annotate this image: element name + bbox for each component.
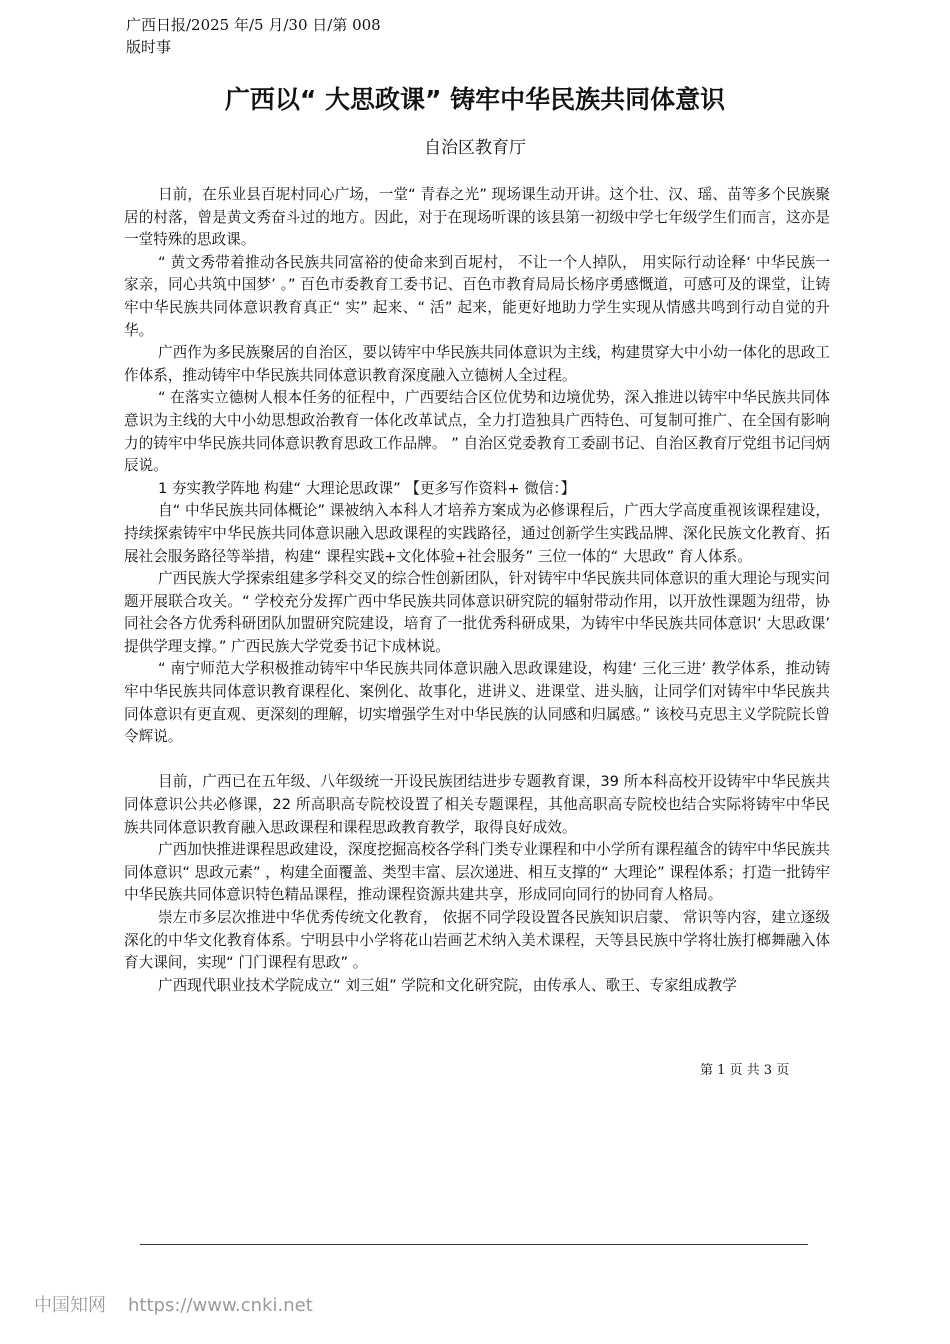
paragraph: 广西加快推进课程思政建设，深度挖掘高校各学科门类专业课程和中小学所有课程蕴含的铸牢中华民族共同体意识“ 思政元素” ，构建全面覆盖、类型丰富、层次递进、相互支撑的“ 大理论” 课程体系；打造一批铸牢中华民族共同体意识特色精品课程，推动课程资源共建共享，形成同向同行的协同育人格局。 — [124, 841, 830, 904]
footer-divider — [140, 1244, 808, 1245]
paragraph: 崇左市多层次推进中华优秀传统文化教育， 依据不同学段设置各民族知识启蒙、 常识等内容，建立逐级深化的中华文化教育体系。宁明县中小学将花山岩画艺术纳入美术课程，天等县民族中学将壮族打榔舞融入体育大课间，实现“ 门门课程有思政” 。 — [124, 909, 830, 972]
cnki-url[interactable]: https://www.cnki.net — [128, 1295, 313, 1316]
paragraph: 广西民族大学探索组建多学科交叉的综合性创新团队，针对铸牢中华民族共同体意识的重大理论与现实问题开展联合攻关。“ 学校充分发挥广西中华民族共同体意识研究院的辐射带动作用，以开放性课题为纽带，协同社会各方优秀科研团队加盟研究院建设，培育了一批优秀科研成果，为铸牢中华民族共同体意识‘ 大思政课’ 提供学理支撑。” 广西民族大学党委书记卞成林说。 — [124, 570, 830, 655]
paragraph: “ 黄文秀带着推动各民族共同富裕的使命来到百坭村， 不让一个人掉队， 用实际行动诠释‘ 中华民族一家亲，同心共筑中国梦’ 。” 百色市委教育工委书记、百色市教育局局长杨序勇感慨道，可感可及的课堂，让铸牢中华民族共同体意识教育真正“ 实” 起来、“ 活” 起来，能更好地助力学生实现从情感共鸣到行动自觉的升华。 — [124, 253, 830, 339]
source-line-1: 广西日报/2025 年/5 月/30 日/第 008 — [126, 16, 381, 34]
paragraph: 日前，在乐业县百坭村同心广场，一堂“ 青春之光” 现场课生动开讲。这个壮、汉、瑶、苗等多个民族聚居的村落，曾是黄文秀奋斗过的地方。因此，对于在现场听课的该县第一初级中学七年级学生们而言，这亦是一堂特殊的思政课。 — [124, 186, 830, 249]
paragraph: 自“ 中华民族共同体概论” 课被纳入本科人才培养方案成为必修课程后，广西大学高度重视该课程建设，持续探索铸牢中华民族共同体意识融入思政课程的实践路径，通过创新学生实践品牌、深化民族文化教育、拓展社会服务路径等举措，构建“ 课程实践+文化体验+社会服务” 三位一体的“ 大思政” 育人体系。 — [124, 502, 830, 565]
source-line-2: 版时事 — [126, 38, 172, 56]
paragraph: 目前，广西已在五年级、八年级统一开设民族团结进步专题教育课，39 所本科高校开设铸牢中华民族共同体意识公共必修课，22 所高职高专院校设置了相关专题课程，其他高职高专院校也结合实际将铸牢中华民族共同体意识教育融入思政课程和课程思政教育教学，取得良好成效。 — [124, 773, 830, 836]
section-heading: 1 夯实教学阵地 构建“ 大理论思政课” 【更多写作资料+ 微信：】 — [158, 479, 576, 497]
footer-watermark — [34, 1294, 313, 1318]
publication-source — [126, 14, 381, 58]
paragraph: “ 在落实立德树人根本任务的征程中，广西要结合区位优势和边境优势，深入推进以铸牢中华民族共同体意识为主线的大中小幼思想政治教育一体化改革试点，全力打造独具广西特色、可复制可推广、在全国有影响力的铸牢中华民族共同体意识教育思政工作品牌。 ” 自治区党委教育工委副书记、自治区教育厅党组书记闫炳辰说。 — [124, 389, 830, 475]
article-body — [124, 184, 830, 997]
page-number: 第 1 页 共 3 页 — [700, 1063, 790, 1078]
article-title: 广西以“ 大思政课” 铸牢中华民族共同体意识 — [224, 85, 726, 114]
article-author: 自治区教育厅 — [424, 138, 526, 158]
paragraph-spacer — [124, 749, 830, 772]
paragraph: 广西现代职业技术学院成立“ 刘三姐” 学院和文化研究院，由传承人、歌王、专家组成教学 — [158, 976, 737, 994]
paragraph: “ 南宁师范大学积极推动铸牢中华民族共同体意识融入思政课建设，构建‘ 三化三进’ 教学体系，推动铸牢中华民族共同体意识教育课程化、案例化、故事化，进讲义、进课堂、进头脑，让同学们对铸牢中华民族共同体意识有更直观、更深刻的理解，切实增强学生对中华民族的认同感和归属感。” 该校马克思主义学院院长曾令辉说。 — [124, 660, 830, 746]
paragraph: 广西作为多民族聚居的自治区，要以铸牢中华民族共同体意识为主线，构建贯穿大中小幼一体化的思政工作体系，推动铸牢中华民族共同体意识教育深度融入立德树人全过程。 — [124, 344, 830, 384]
cnki-brand: 中国知网 — [34, 1295, 106, 1316]
